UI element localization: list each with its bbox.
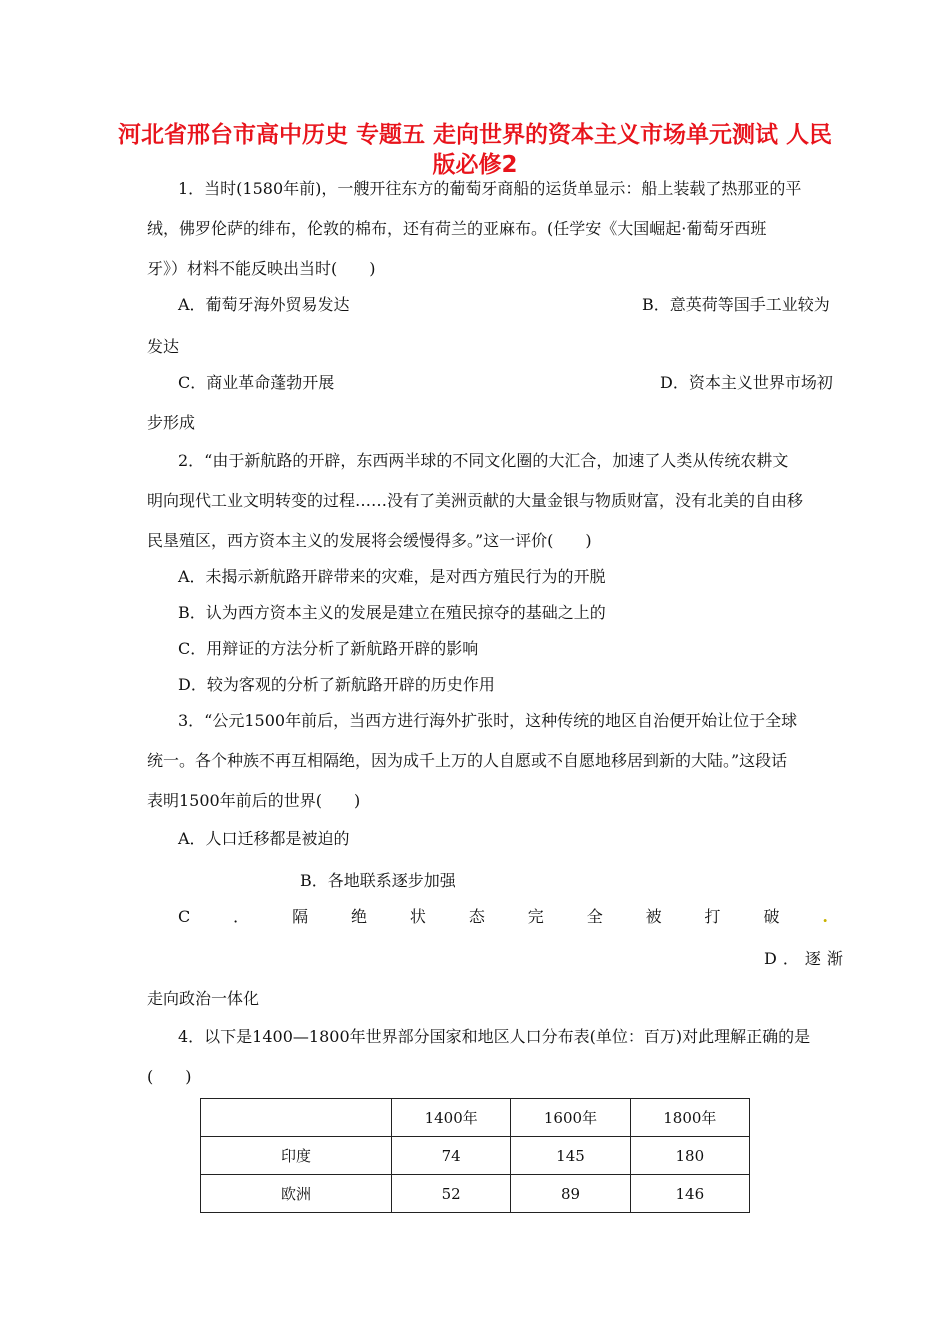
q4-stem-line-1: 4．以下是1400—1800年世界部分国家和地区人口分布表(单位：百万)对此理解正确的是 — [178, 1027, 811, 1046]
table-cell: 180 — [630, 1137, 749, 1175]
q4-stem-line-2: ( ) — [147, 1067, 192, 1086]
q1-option-a: A．葡萄牙海外贸易发达 — [178, 295, 350, 314]
population-table — [200, 1098, 750, 1213]
document-title-line-1: 河北省邢台市高中历史 专题五 走向世界的资本主义市场单元测试 人民 — [117, 122, 833, 148]
q3-option-c-char: C — [178, 907, 191, 926]
q3-option-c-char: 绝 — [351, 907, 368, 926]
q1-option-b-continued: 发达 — [147, 337, 180, 356]
q3-option-d: D．逐渐 — [764, 949, 849, 968]
table-cell: 146 — [630, 1175, 749, 1213]
q2-option-b: B．认为西方资本主义的发展是建立在殖民掠夺的基础之上的 — [178, 603, 606, 622]
table-row — [201, 1137, 750, 1175]
q2-stem-line-2: 明向现代工业文明转变的过程……没有了美洲贡献的大量金银与物质财富，没有北美的自由移 — [147, 491, 804, 510]
table-header-row — [201, 1099, 750, 1137]
table-cell: 145 — [511, 1137, 630, 1175]
table-cell: 89 — [511, 1175, 630, 1213]
q1-stem-line-3: 牙》）材料不能反映出当时( ) — [147, 259, 376, 278]
q3-option-c-char: 态 — [468, 907, 485, 926]
q3-option-c-dot: . — [822, 907, 828, 926]
q2-option-d: D．较为客观的分析了新航路开辟的历史作用 — [178, 675, 495, 694]
q1-stem-line-2: 绒，佛罗伦萨的绯布，伦敦的棉布，还有荷兰的亚麻布。(任学安《大国崛起·葡萄牙西班 — [147, 219, 767, 238]
q2-stem-line-1: 2．“由于新航路的开辟，东西两半球的不同文化圈的大汇合，加速了人类从传统农耕文 — [178, 451, 789, 470]
table-row — [201, 1175, 750, 1213]
q3-option-c-char: 状 — [409, 907, 426, 926]
q3-option-c-char: 被 — [645, 907, 662, 926]
q3-option-b: B．各地联系逐步加强 — [300, 871, 456, 890]
table-cell: 52 — [392, 1175, 511, 1213]
q3-option-c-char: 打 — [704, 907, 721, 926]
q3-option-c-char: ． — [233, 907, 250, 926]
q3-option-c — [178, 906, 828, 928]
table-header-cell: 1600年 — [511, 1099, 630, 1137]
q2-stem-line-3: 民垦殖区，西方资本主义的发展将会缓慢得多。”这一评价( ) — [147, 531, 592, 550]
q1-option-d-continued: 步形成 — [147, 413, 196, 432]
table-cell: 74 — [392, 1137, 511, 1175]
q3-option-a: A．人口迁移都是被迫的 — [178, 829, 350, 848]
q1-stem-line-1: 1．当时(1580年前)，一艘开往东方的葡萄牙商船的运货单显示：船上装载了热那亚的平 — [178, 179, 802, 198]
q1-option-b: B．意英荷等国手工业较为 — [642, 295, 830, 314]
q3-option-c-char: 全 — [586, 907, 603, 926]
q3-option-c-char: 完 — [527, 907, 544, 926]
q3-stem-line-2: 统一。各个种族不再互相隔绝，因为成千上万的人自愿或不自愿地移居到新的大陆。”这段话 — [147, 751, 788, 770]
q3-stem-line-1: 3．“公元1500年前后，当西方进行海外扩张时，这种传统的地区自治便开始让位于全球 — [178, 711, 798, 730]
q3-option-c-char: 隔 — [292, 907, 309, 926]
q3-option-c-char: 破 — [763, 907, 780, 926]
table-header-cell: 1400年 — [392, 1099, 511, 1137]
table-cell: 欧洲 — [201, 1175, 392, 1213]
q3-option-d-continued: 走向政治一体化 — [147, 989, 260, 1008]
q1-option-d: D．资本主义世界市场初 — [660, 373, 833, 392]
table-header-cell: 1800年 — [630, 1099, 749, 1137]
q3-stem-line-3: 表明1500年前后的世界( ) — [147, 791, 361, 810]
table-cell: 印度 — [201, 1137, 392, 1175]
q1-option-c: C．商业革命蓬勃开展 — [178, 373, 335, 392]
table-header-cell — [201, 1099, 392, 1137]
document-title-line-2: 版必修2 — [432, 152, 518, 178]
q2-option-a: A．未揭示新航路开辟带来的灾难，是对西方殖民行为的开脱 — [178, 567, 606, 586]
q2-option-c: C．用辩证的方法分析了新航路开辟的影响 — [178, 639, 479, 658]
